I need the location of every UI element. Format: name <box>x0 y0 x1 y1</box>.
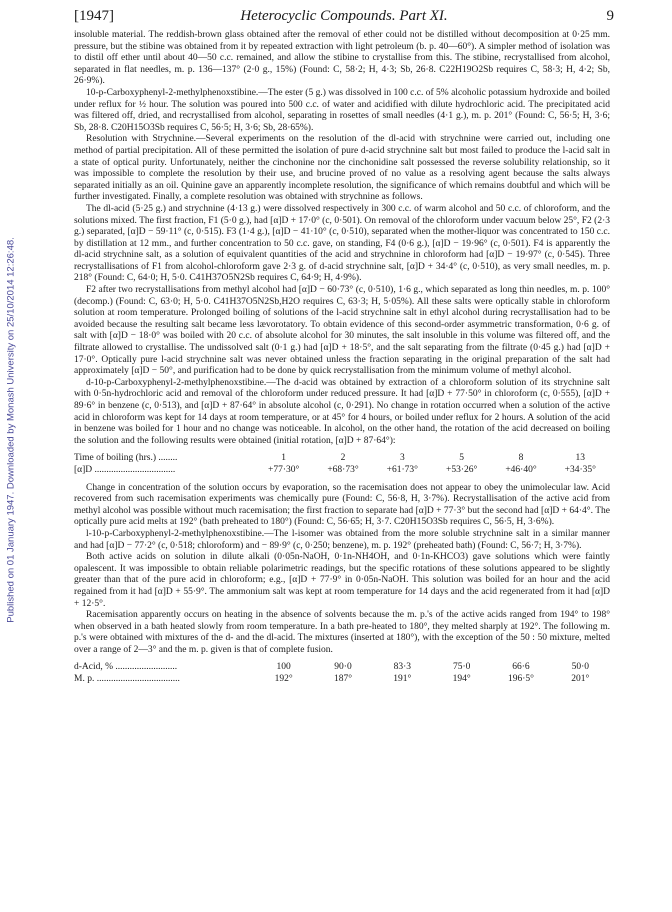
table-cell: 1 <box>281 453 287 464</box>
table-row-label: [α]D .................................. <box>74 464 176 475</box>
paragraph: insoluble material. The reddish-brown glass obtained after the removal of ether could not be distilled without decomposition at 0·25 mm. pressure, but the stibine was obtained from it by repeated extraction with light petroleum (b. p. 40—60°). A simpler method of isolation was to distil off ether until about 40—50 c.c. remained, and allow the stibine to crystallise from this. The stibine, recrystallised from alcohol, separated in flat needles, m. p. 136—137° (2·0 g., 15%) (Found: C, 58·2; H, 4·3; Sb, 26·8. C22H19O2Sb requires C, 58·3; H, 4·2; Sb, 26·9%). <box>74 30 610 87</box>
table-column <box>551 453 610 476</box>
table-column <box>373 453 432 476</box>
table-cell: 8 <box>518 453 524 464</box>
paragraph: Resolution with Strychnine.—Several experiments on the resolution of the dl-acid with strychnine were carried out, including one method of partial precipitation. All of these permitted the isolation of pure d-acid strychnine salt but most failed to produce the l-acid salt in a state of optical purity. Unfortunately, neither the cinchonine nor the cinchonidine salt possessed the reverse solubility relationship, so it was impossible to complete the resolution by their use, and brucine proved of no value as a resolving agent because the salts always separated initially as an oil. Quinine gave an apparently incomplete resolution, the significance of which remains doubtful and which will be further investigated. Finally, a complete resolution was obtained with strychnine as follows. <box>74 134 610 203</box>
table-cell: 191° <box>393 674 412 685</box>
table-column <box>313 662 372 685</box>
paragraph: d-10-p-Carboxyphenyl-2-methylphenoxstibine.—The d-acid was obtained by extraction of a chloroform solution of its strychnine salt with 0·5n-hydrochloric acid and removal of the chloroform under reduced pressure. It had [α]D + 77·50° in chloroform (c, 0·555), [α]D + 89·6° in benzene (c, 0·513), and [α]D + 87·64° in absolute alcohol (c, 0·291). No change in rotation occurred when a solution of the active acid in chloroform was kept for 14 days at room temperature, or at 45° for 4 hours, or boiled under reflux for 2 hours. A solution of the acid in benzene was boiled for 1 hour and no change was noticeable. In alcohol, on the other hand, the rotation of the acid decreased on boiling the solution and the following results were obtained (initial rotation, [α]D + 87·64°): <box>74 377 610 446</box>
download-watermark <box>0 150 22 710</box>
table-cell: 3 <box>399 453 405 464</box>
page-number: 9 <box>606 8 614 24</box>
table-column <box>313 453 372 476</box>
running-header <box>74 8 614 30</box>
melting-point-table <box>74 662 610 685</box>
table-column <box>254 662 313 685</box>
table-cell: 90·0 <box>334 662 352 673</box>
table-cell: +68·73° <box>327 464 359 475</box>
paragraph: 10-p-Carboxyphenyl-2-methylphenoxstibine.—The ester (5 g.) was dissolved in 100 c.c. of 5% alcoholic potassium hydroxide and boiled under reflux for ½ hour. The solution was poured into 500 c.c. of water and acidified with dilute hydrochloric acid. The precipitated acid was filtered off, dried, and recrystallised from alcohol, separating in rosettes of small needles (4·1 g.), m. p. 201° (Found: C, 56·5; H, 3·6; Sb, 28·8. C20H15O3Sb requires C, 56·5; H, 3·6; Sb, 28·65%). <box>74 87 610 133</box>
paragraph: F2 after two recrystallisations from methyl alcohol had [α]D − 60·73° (c, 0·510), 1·6 g., which separated as long thin needles, m. p. 100° (decomp.) (Found: C, 63·0; H, 5·0. C41H37O5N2Sb,H2O requires C, 63·3; H, 5·05%). All these salts were optically stable in chloroform solution at room temperature. Prolonged boiling of solutions of the l-acid strychnine salt in ethyl alcohol during recrystallisation had to be avoided because the resulting salt became less lævorotatory. To obtain evidence of this second-order asymmetric transformation, 0·6 g. of salt with [α]D − 18·0° was boiled with 20 c.c. of absolute alcohol for 30 minutes, the salt insoluble in this volume was filtered off, and the filtrate allowed to crystallise. The undissolved salt (0·1 g.) had [α]D + 18·5°, and the salt separating from the filtrate (0·45 g.) had [α]D + 17·0°. Optically pure l-acid strychnine salt was never obtained unless the fraction separating in the original preparation of the salt had approximately [α]D − 50°, and purification had to be done by quick recrystallisation from the minimum volume of methyl alcohol. <box>74 285 610 377</box>
table-row-label: Time of boiling (hrs.) ........ <box>74 453 178 464</box>
table-cell: +77·30° <box>268 464 300 475</box>
table-cell: 66·6 <box>512 662 530 673</box>
table-column <box>373 662 432 685</box>
download-watermark-text: Published on 01 January 1947. Downloaded by Monash University on 25/10/2014 12:26:48. <box>5 237 17 623</box>
table-column <box>491 662 550 685</box>
table-cell: 13 <box>575 453 586 464</box>
table-cell: +34·35° <box>564 464 596 475</box>
table-cell: 5 <box>459 453 465 464</box>
table-cell: 201° <box>571 674 590 685</box>
paragraph: Racemisation apparently occurs on heating in the absence of solvents because the m. p.'s of the active acids ranged from 194° to 198° when observed in a bath heated slowly from room temperature. In a bath pre-heated to 180°, they melted sharply at 192°. The following m. p.'s were obtained with mixtures of the d- and the dl-acid. The mixtures (inserted at 180°), with the exception of the 50 : 50 mixture, melted over a range of 2—3° and the m. p. given is that of complete fusion. <box>74 610 610 655</box>
table-column <box>491 453 550 476</box>
table-cell: 196·5° <box>507 674 534 685</box>
table-row-label: d-Acid, % .......................... <box>74 662 178 673</box>
table-column <box>551 662 610 685</box>
table-cell: +46·40° <box>505 464 537 475</box>
paragraph: Both active acids on solution in dilute alkali (0·05n-NaOH, 0·1n-NH4OH, and 0·1n-KHCO3) gave solutions which were faintly opalescent. It was impossible to obtain reliable polarimetric readings, but the specific rotations of these solutions appeared to be slightly greater than that of the pure acid in chloroform; e.g., [α]D + 77·9° in 0·05n-NaOH. This solution was boiled for an hour and the acid regained from it had [α]D + 55·9°. The ammonium salt was kept at room temperature for 14 days and the acid regenerated from it had [α]D + 12·5°. <box>74 552 610 609</box>
table-cell: 192° <box>274 674 293 685</box>
article-body <box>74 30 610 692</box>
paragraph: l-10-p-Carboxyphenyl-2-methylphenoxstibine.—The l-isomer was obtained from the more soluble strychnine salt in a similar manner and had [α]D − 77·2° (c, 0·518; chloroform) and − 89·9° (c, 0·250; benzene), m. p. 192° (preheated bath) (Found: C, 56·7; H, 3·7%). <box>74 528 610 551</box>
table-row-label: M. p. ................................... <box>74 674 180 685</box>
paragraph: The dl-acid (5·25 g.) and strychnine (4·13 g.) were dissolved respectively in 300 c.c. of warm alcohol and 50 c.c. of chloroform, and the solutions mixed. The first fraction, F1 (5·0 g.), had [α]D + 17·0° (c, 0·501). On removal of the chloroform under vacuum below 25°, F2 (2·3 g.) separated, [α]D − 59·11° (c, 0·515). F3 (1·4 g.), [α]D − 41·10° (c, 0·510), separated when the mother-liquor was concentrated to 150 c.c. by distillation at 12 mm., and further concentration to 50 c.c. gave, on standing, F4 (0·6 g.), [α]D − 19·96° (c, 0·501). F4 is apparently the dl-acid strychnine salt, as a solution of equivalent quantities of the acid and strychnine in chloroform had [α]D − 19·97° (c, 0·545). Three recrystallisations of F1 from alcohol-chloroform gave 2·3 g. of d-acid strychnine salt, [α]D + 34·4° (c, 0·510), as very small needles, m. p. 218° (Found: C, 64·0; H, 5·0. C41H37O5N2Sb requires C, 64·9; H, 4·9%). <box>74 203 610 284</box>
table-cell: 2 <box>340 453 346 464</box>
table-cell: 187° <box>333 674 353 685</box>
table-column <box>432 662 491 685</box>
racemisation-table <box>74 453 610 476</box>
table-column <box>432 453 491 476</box>
header-year: [1947] <box>74 8 114 24</box>
table-cell: 194° <box>452 674 471 685</box>
header-title: Heterocyclic Compounds. Part XI. <box>240 8 448 24</box>
table-cell: 50·0 <box>571 662 590 673</box>
table-cell: 83·3 <box>393 662 412 673</box>
table-cell: +53·26° <box>445 464 478 475</box>
table-cell: 100 <box>276 662 291 673</box>
table-column <box>254 453 313 476</box>
paragraph: Change in concentration of the solution occurs by evaporation, so the racemisation does not appear to obey the unimolecular law. Acid recovered from such racemisation experiments was chemically pure (Found: C, 56·8, H, 3·7%). Recrystallisation of the active acid from methyl alcohol was possible without much racemisation; the first fraction to separate had [α]D + 77·3° but the second had [α]D + 64·4°. The optically pure acid melts at 192° (bath preheated to 180°) (Found: C, 56·65; H, 3·7. C20H15O3Sb requires C, 56·5, H, 3·6%). <box>74 482 610 528</box>
table-cell: +61·73° <box>386 464 418 475</box>
table-cell: 75·0 <box>452 662 471 673</box>
